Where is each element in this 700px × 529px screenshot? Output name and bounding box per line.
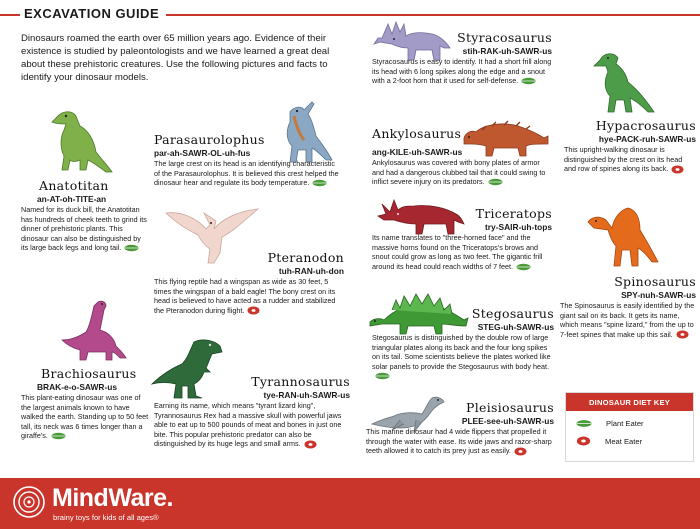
- dino-name: Pleisiosaurus: [465, 400, 554, 415]
- dino-description-text: Ankylosaurus was covered with bony plates of armor and had a dangerous clubbed tail that it could swing to inflict severe injury on its predators.: [372, 158, 546, 187]
- dino-description-text: This flying reptile had a wingspan as wide as 30 feet, 5 times the wingspan of a bald eagle! The bony crest on its head is believed to have acted as a rudder and stabilized the Pteranodon during flight.: [154, 277, 336, 315]
- meat-eater-label: Meat Eater: [605, 436, 643, 446]
- card-parasaurolophus: [154, 132, 342, 188]
- plant-eater-icon: [488, 178, 503, 186]
- dino-pronunciation: hye-PACK-ruh-SAWR-us: [598, 134, 696, 144]
- meat-eater-icon: [676, 330, 689, 339]
- dino-description: [372, 233, 552, 271]
- plant-eater-icon: [375, 372, 390, 380]
- meat-eater-icon: [671, 165, 684, 174]
- diet-key-title: DINOSAUR DIET KEY: [566, 393, 693, 411]
- card-pteranodon: [154, 250, 344, 315]
- dino-description: [372, 333, 554, 381]
- brand-name: MindWare.: [52, 484, 173, 512]
- card-hypacrosaurus: [564, 118, 696, 174]
- anatotitan-figure: [36, 104, 114, 176]
- dino-name: Triceratops: [475, 206, 552, 221]
- plant-eater-label: Plant Eater: [606, 419, 644, 428]
- dino-description-text: The Spinosaurus is easily identified by the giant sail on its back. It gets its name, which means "spine lizard," from the up to 7-feet spines that make up this sail.: [560, 301, 695, 339]
- spinosaurus-figure: [584, 206, 660, 272]
- dino-name: Pteranodon: [267, 250, 344, 265]
- dino-description-text: This plant-eating dinosaur was one of the largest animals known to have walked the earth. Standing up to 50 feet tall, its neck was 6 times longer than a giraffe's.: [21, 393, 149, 441]
- dino-name: Styracosaurus: [457, 30, 552, 45]
- dino-pronunciation: an-AT-oh-TITE-an: [37, 194, 107, 204]
- meat-eater-icon: [576, 436, 591, 446]
- dino-description: [372, 57, 552, 86]
- title-bar: [0, 6, 700, 22]
- meat-eater-icon: [247, 306, 260, 315]
- plant-eater-icon: [576, 419, 592, 428]
- dino-description: [366, 427, 554, 456]
- intro-paragraph: Dinosaurs roamed the earth over 65 million years ago. Evidence of their existence is studied by paleontologists and we have learned a great deal about these prehistoric creatures. Use the following pictures and facts to identify your dinosaur models.: [21, 33, 330, 83]
- dino-pronunciation: BRAK-e-o-SAWR-us: [37, 382, 118, 392]
- dino-pronunciation: tye-RAN-uh-SAWR-us: [263, 390, 350, 400]
- dino-pronunciation: stih-RAK-uh-SAWR-us: [462, 46, 552, 56]
- diet-key: [565, 392, 694, 462]
- dino-description: [154, 159, 342, 188]
- dino-description-text: Earning its name, which means "tyrant lizard king", Tyrannosaurus Rex had a massive skull with powerful jaws able to eat up to 500 pounds of meat and bones in just one bite. This popular prehistoric predator can also be distinguished by its huge legs and small arms.: [154, 401, 342, 449]
- card-tyrannosaurus: [154, 374, 350, 449]
- card-plesiosaurus: [366, 400, 554, 456]
- footer: [0, 478, 700, 529]
- card-triceratops: [372, 206, 552, 271]
- card-brachiosaurus: [21, 366, 151, 441]
- dino-description-text: Stegosaurus is distinguished by the double row of large triangular plates along its back and the four long spikes on its tail. Some scientists believe the plates worked like solar panels to provide the Stegosaurus with body heat.: [372, 333, 551, 371]
- dino-description: [154, 277, 344, 315]
- dino-pronunciation: STEG-uh-SAWR-us: [477, 322, 554, 332]
- dino-name: Hypacrosaurus: [595, 118, 696, 133]
- dino-name: Anatotitan: [39, 178, 109, 193]
- dino-description: [154, 401, 350, 449]
- brand-tagline: brainy toys for kids of all ages®: [53, 513, 159, 522]
- dino-description: [564, 145, 696, 174]
- dino-description-text: The large crest on its head is an identifying characteristic of the Parasaurolophus. It is believed this crest helped the dinosaur hear and regulate its body temperature.: [154, 159, 339, 188]
- card-stegosaurus: [372, 306, 554, 381]
- plant-eater-icon: [312, 179, 327, 187]
- plant-eater-icon: [51, 432, 66, 440]
- dino-description-text: Its name translates to "three-horned face" and the massive horns found on the Triceratops's brows and snout could grow as long as two feet. The gigantic frill around its head could reach widths of 7 feet.: [372, 233, 543, 271]
- plant-eater-icon: [521, 77, 536, 85]
- mindware-logo-icon: [12, 485, 46, 519]
- brachiosaurus-figure: [58, 300, 128, 362]
- meat-eater-icon: [304, 440, 317, 449]
- card-styracosaurus: [372, 30, 552, 86]
- card-ankylosaurus: [372, 126, 548, 187]
- dino-description-text: Named for its duck bill, the Anatotitan has hundreds of cheek teeth to grind its dinner of prehistoric plants. This dinosaur can also be distinguished by its large back legs and long tail.: [21, 205, 147, 253]
- dino-pronunciation: tuh-RAN-uh-don: [278, 266, 344, 276]
- dino-pronunciation: try-SAIR-uh-tops: [485, 222, 552, 232]
- card-anatotitan: [21, 178, 149, 253]
- dino-name: Spinosaurus: [614, 274, 696, 289]
- hypacrosaurus-figure: [586, 50, 656, 118]
- dino-name: Stegosaurus: [471, 306, 554, 321]
- dino-description-text: This upright-walking dinosaur is distinguished by the crest on its head and row of spines along its back.: [564, 145, 683, 174]
- dino-pronunciation: PLEE-see-uh-SAWR-us: [461, 416, 554, 426]
- dino-name: Parasaurolophus: [154, 132, 265, 147]
- dino-description-text: This marine dinosaur had 4 wide flippers that propelled it through the water with ease. Its wide jaws and razor-sharp teeth allowed it to catch its prey just as easily.: [366, 427, 552, 456]
- dino-pronunciation: SPY-nuh-SAWR-us: [621, 290, 696, 300]
- title-rule-left: [0, 14, 20, 16]
- dino-name: Brachiosaurus: [41, 366, 137, 381]
- dino-description-text: Styracosaurus is easy to identify. It had a short frill along its head with 6 long spikes along the edge and a snout with a 2-foot horn that it used for self-defense.: [372, 57, 552, 86]
- page-title: EXCAVATION GUIDE: [24, 6, 160, 21]
- dino-description: [21, 205, 149, 253]
- dino-pronunciation: ang-KILE-uh-SAWR-us: [372, 147, 463, 157]
- dino-description: [372, 158, 548, 187]
- diet-key-meat-row: [576, 436, 693, 446]
- diet-key-plant-row: [576, 419, 693, 428]
- dino-name: Tyrannosaurus: [251, 374, 350, 389]
- dino-pronunciation: par-ah-SAWR-OL-uh-fus: [154, 148, 251, 158]
- dino-description: [21, 393, 151, 441]
- card-spinosaurus: [560, 274, 696, 339]
- dino-description: [560, 301, 696, 339]
- dino-name: Ankylosaurus: [372, 126, 462, 141]
- plant-eater-icon: [516, 263, 531, 271]
- meat-eater-icon: [514, 447, 527, 456]
- plant-eater-icon: [124, 244, 139, 252]
